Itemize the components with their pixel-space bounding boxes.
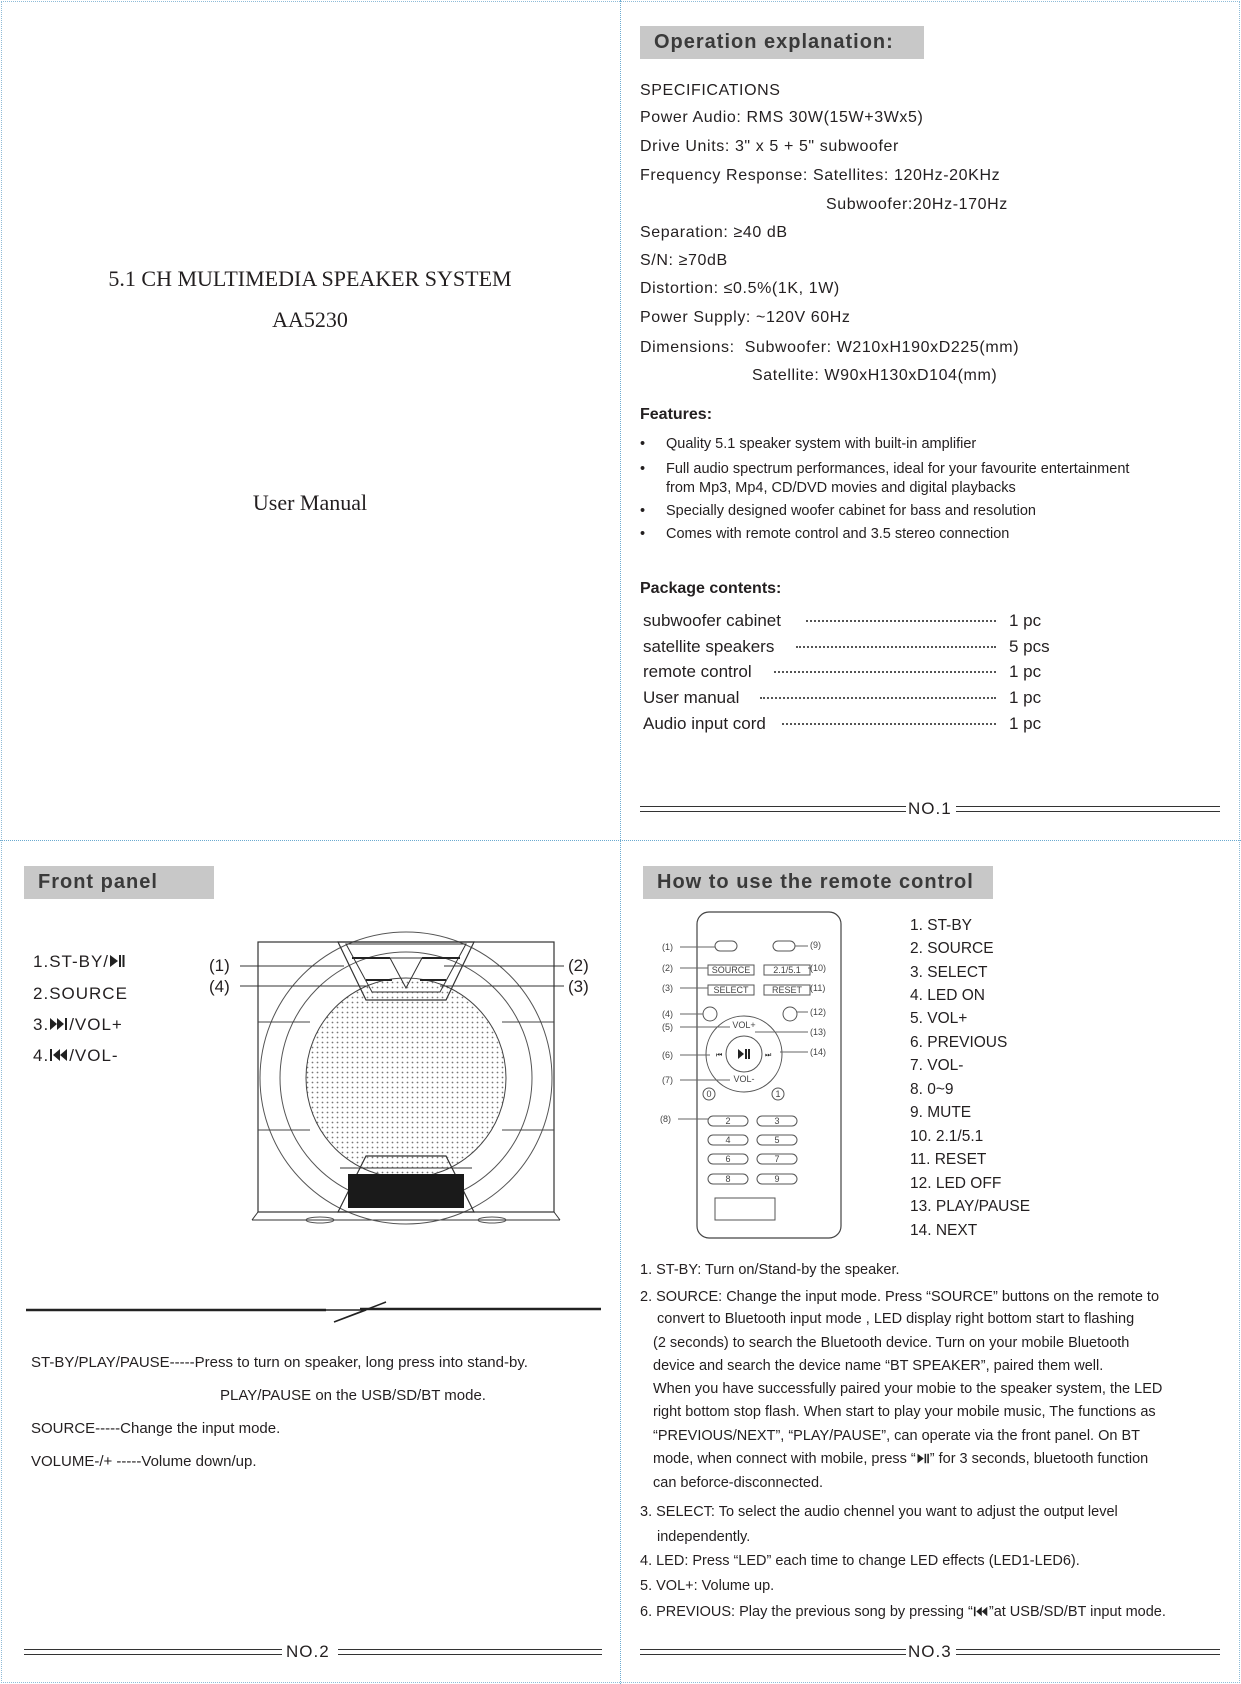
remote-legend-11: 11. RESET	[910, 1151, 987, 1168]
remote-control-illustration	[640, 908, 860, 1242]
remote-digit-9: 9	[774, 1174, 780, 1184]
remote-callout-7: (7)	[662, 1075, 673, 1085]
remote-explain-source: 2. SOURCE: Change the input mode. Press “SOURCE” buttons on the remote to	[640, 1289, 1160, 1305]
front-desc-source: SOURCE-----Change the input mode.	[31, 1420, 281, 1437]
remote-legend-7: 7. VOL-	[910, 1057, 964, 1074]
remote-explain-volup: 5. VOL+: Volume up.	[640, 1578, 775, 1594]
remote-explain-previous: 6. PREVIOUS: Play the previous song by pressing “ ”at USB/SD/BT input mode.	[640, 1604, 1166, 1620]
spec-distortion: Distortion: ≤0.5%(1K, 1W)	[640, 280, 840, 297]
package-qty-4: 1 pc	[1009, 688, 1042, 707]
cover-title: 5.1 CH MULTIMEDIA SPEAKER SYSTEM	[108, 266, 512, 291]
package-qty-2: 5 pcs	[1009, 637, 1050, 656]
remote-explain-source-2: convert to Bluetooth input mode , LED display right bottom start to flashing	[657, 1311, 1135, 1327]
remote-callout-14: (14)	[810, 1047, 827, 1057]
page-number: NO.2	[286, 1642, 330, 1661]
remote-legend-3: 3. SELECT	[910, 964, 988, 981]
feature-bullet-2: •	[640, 461, 646, 477]
remote-digit-0: 0	[706, 1089, 712, 1099]
footer-rule-right	[956, 806, 1220, 812]
remote-legend-9: 9. MUTE	[910, 1104, 972, 1121]
feature-bullet-1: •	[640, 436, 646, 452]
remote-digit-1: 1	[775, 1089, 781, 1099]
specs-title: SPECIFICATIONS	[640, 82, 781, 99]
remote-explain-source-6: right bottom stop flash. When start to play your mobile music, The functions as	[653, 1404, 1156, 1420]
remote-explain-source-7: “PREVIOUS/NEXT”, “PLAY/PAUSE”, can operate via the front panel. On BT	[653, 1428, 1141, 1444]
spec-separation: Separation: ≥40 dB	[640, 224, 788, 241]
remote-explain-source-3: (2 seconds) to search the Bluetooth device. Turn on your mobile Bluetooth	[653, 1335, 1130, 1351]
front-desc-stby-2: PLAY/PAUSE on the USB/SD/BT mode.	[220, 1387, 486, 1404]
package-item-5: Audio input cord	[643, 714, 766, 733]
remote-callout-11: (11)	[810, 983, 826, 993]
remote-legend-1: 1. ST-BY	[910, 917, 973, 934]
remote-explain-source-5: When you have successfully paired your mobie to the speaker system, the LED	[653, 1381, 1163, 1397]
spec-power-supply: Power Supply: ~120V 60Hz	[640, 309, 851, 326]
footer-rule-left	[24, 1649, 282, 1655]
remote-legend-8: 8. 0~9	[910, 1081, 954, 1098]
previous-icon	[973, 1606, 989, 1617]
remote-label-reset: RESET	[771, 985, 803, 995]
remote-explain-stby: 1. ST-BY: Turn on/Stand-by the speaker.	[640, 1262, 900, 1278]
front-list-item-2: 2.SOURCE	[33, 984, 128, 1003]
remote-digit-7: 7	[774, 1154, 780, 1164]
package-title: Package contents:	[640, 580, 782, 597]
remote-legend-12: 12. LED OFF	[910, 1175, 1002, 1192]
svg-text:⏭: ⏭	[765, 1051, 772, 1059]
remote-digit-3: 3	[774, 1116, 780, 1126]
remote-explain-select: 3. SELECT: To select the audio chennel you want to adjust the output level	[640, 1504, 1118, 1520]
horizontal-fold-line	[0, 840, 1241, 841]
front-list-item-4: 4. /VOL-	[33, 1046, 119, 1065]
feature-item-2b: from Mp3, Mp4, CD/DVD movies and digital playbacks	[666, 480, 1016, 496]
remote-callout-6: (6)	[662, 1050, 673, 1060]
package-item-1: subwoofer cabinet	[643, 611, 781, 630]
vertical-fold-line	[620, 0, 621, 1684]
spec-frequency-sub: Subwoofer:20Hz-170Hz	[826, 196, 1008, 213]
remote-callout-1: (1)	[662, 942, 673, 952]
feature-item-3: Specially designed woofer cabinet for bass and resolution	[666, 503, 1036, 519]
package-qty-5: 1 pc	[1009, 714, 1042, 733]
front-panel-heading: Front panel	[24, 866, 214, 899]
front-desc-volume: VOLUME-/+ -----Volume down/up.	[31, 1453, 257, 1470]
remote-digit-8: 8	[725, 1174, 731, 1184]
remote-explain-source-4: device and search the device name “BT SPEAKER”, paired them well.	[653, 1358, 1104, 1374]
remote-label-select: SELECT	[713, 985, 749, 995]
feature-item-1: Quality 5.1 speaker system with built-in amplifier	[666, 436, 977, 452]
package-leader	[796, 646, 996, 648]
play-pause-icon	[109, 954, 125, 968]
front-callout-1: (1)	[209, 956, 230, 975]
spec-dimensions: Dimensions: Subwoofer: W210xH190xD225(mm)	[640, 339, 1020, 356]
remote-digit-5: 5	[774, 1135, 780, 1145]
package-qty-1: 1 pc	[1009, 611, 1042, 630]
footer-rule-left	[640, 1649, 906, 1655]
remote-heading: How to use the remote control	[643, 866, 993, 899]
remote-label-mode: 2.1/5.1	[773, 965, 801, 975]
package-leader	[774, 671, 996, 673]
cover-model: AA5230	[272, 307, 348, 332]
remote-legend-5: 5. VOL+	[910, 1010, 968, 1027]
footer-rule-right	[338, 1649, 602, 1655]
remote-callout-9: (9)	[810, 940, 821, 950]
remote-callout-8: (8)	[660, 1114, 671, 1124]
remote-legend-14: 14. NEXT	[910, 1222, 978, 1239]
footer-rule-right	[956, 1649, 1220, 1655]
remote-digit-2: 2	[725, 1116, 731, 1126]
remote-callout-12: (12)	[810, 1007, 827, 1017]
front-callout-2: (2)	[568, 956, 589, 975]
package-item-3: remote control	[643, 662, 752, 681]
footer-rule-left	[640, 806, 906, 812]
package-leader	[760, 697, 996, 699]
remote-label-volup: VOL+	[732, 1020, 756, 1030]
feature-bullet-3: •	[640, 503, 646, 519]
remote-explain-source-8: mode, when connect with mobile, press “ ” for 3 seconds, bluetooth function	[653, 1451, 1149, 1467]
remote-explain-led: 4. LED: Press “LED” each time to change LED effects (LED1-LED6).	[640, 1553, 1080, 1569]
remote-label-voldown: VOL-	[733, 1074, 755, 1084]
package-leader	[782, 723, 996, 725]
remote-callout-4: (4)	[662, 1009, 673, 1019]
page-number: NO.1	[908, 799, 952, 818]
remote-legend-4: 4. LED ON	[910, 987, 985, 1004]
remote-explain-select-2: independently.	[657, 1529, 751, 1545]
spec-sn: S/N: ≥70dB	[640, 252, 728, 269]
spec-power-audio: Power Audio: RMS 30W(15W+3Wx5)	[640, 109, 924, 126]
front-list-item-3: 3. /VOL+	[33, 1015, 123, 1034]
remote-callout-13: (13)	[810, 1027, 827, 1037]
spec-frequency: Frequency Response: Satellites: 120Hz-20KHz	[640, 167, 1001, 184]
cover-subtitle: User Manual	[252, 490, 368, 515]
page-number: NO.3	[908, 1642, 952, 1661]
spec-drive-units: Drive Units: 3" x 5 + 5" subwoofer	[640, 138, 899, 155]
feature-item-4: Comes with remote control and 3.5 stereo connection	[666, 526, 1010, 542]
previous-icon	[49, 1048, 69, 1062]
features-title: Features:	[640, 406, 713, 423]
remote-digit-4: 4	[725, 1135, 731, 1145]
remote-legend-2: 2. SOURCE	[910, 940, 994, 957]
remote-legend-6: 6. PREVIOUS	[910, 1034, 1008, 1051]
remote-label-source: SOURCE	[711, 965, 751, 975]
front-list-item-1: 1.ST-BY/	[33, 952, 125, 972]
front-desc-stby: ST-BY/PLAY/PAUSE-----Press to turn on speaker, long press into stand-by.	[31, 1354, 528, 1371]
feature-item-2: Full audio spectrum performances, ideal for your favourite entertainment	[666, 461, 1130, 477]
remote-legend-10: 10. 2.1/5.1	[910, 1128, 984, 1145]
remote-legend-13: 13. PLAY/PAUSE	[910, 1198, 1031, 1215]
front-callout-3: (3)	[568, 977, 589, 996]
remote-explain-source-9: can beforce-disconnected.	[653, 1475, 824, 1491]
play-pause-icon	[916, 1453, 930, 1464]
package-item-4: User manual	[643, 688, 740, 707]
operation-heading: Operation explanation:	[640, 26, 924, 59]
remote-callout-3: (3)	[662, 983, 673, 993]
section-divider	[26, 1298, 601, 1324]
remote-digit-6: 6	[725, 1154, 731, 1164]
remote-callout-10: (10)	[810, 963, 827, 973]
remote-callout-2: (2)	[662, 963, 673, 973]
next-icon	[49, 1017, 69, 1031]
package-leader	[806, 620, 996, 622]
feature-bullet-4: •	[640, 526, 646, 542]
remote-callout-5: (5)	[662, 1022, 673, 1032]
front-callout-4: (4)	[209, 977, 230, 996]
subwoofer-front-panel-illustration	[240, 930, 570, 1230]
package-qty-3: 1 pc	[1009, 662, 1042, 681]
svg-text:⏮: ⏮	[716, 1051, 723, 1059]
package-item-2: satellite speakers	[643, 637, 775, 656]
spec-dimensions-satellite: Satellite: W90xH130xD104(mm)	[752, 367, 998, 384]
